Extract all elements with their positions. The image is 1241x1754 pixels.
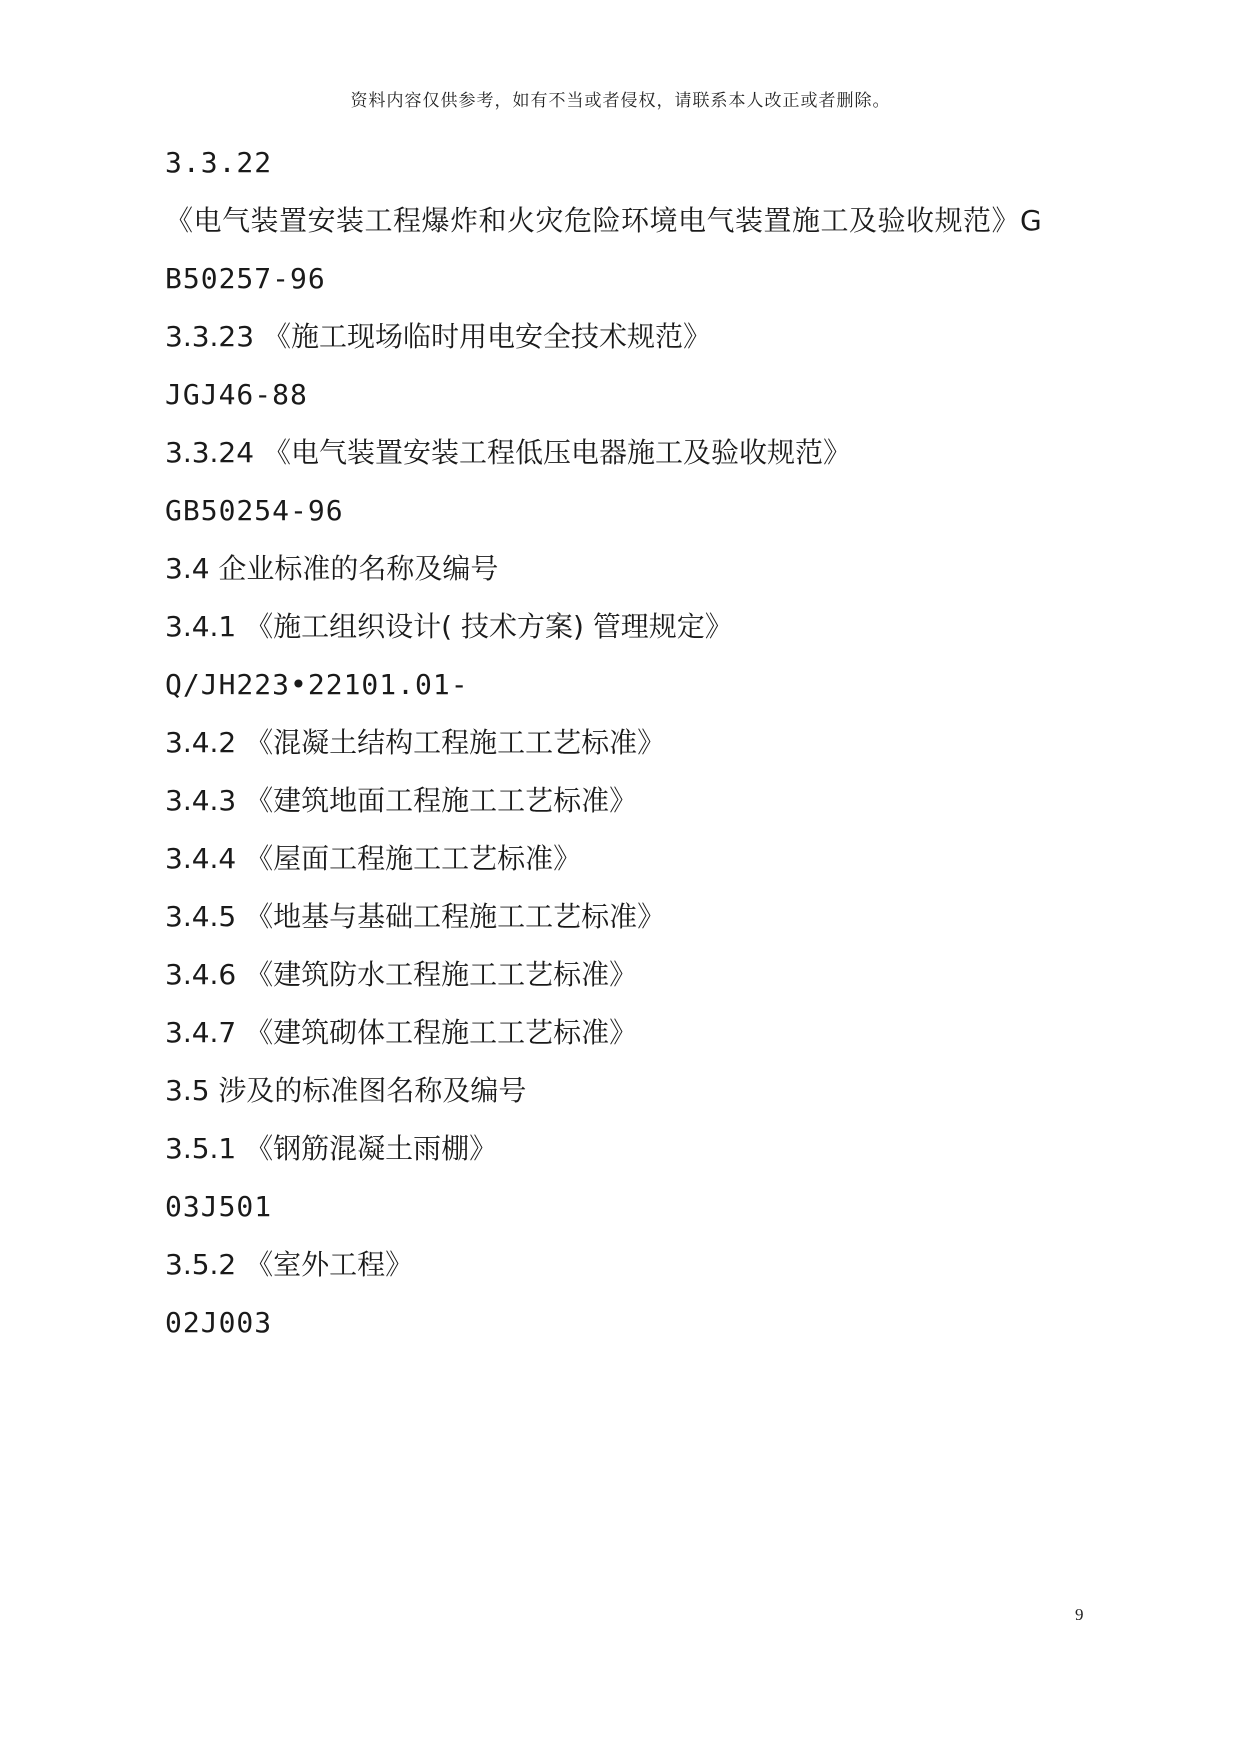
section-3-4-heading: 3.4 企业标准的名称及编号 xyxy=(165,552,499,585)
clause-3-3-23: 3.3.23 《施工现场临时用电安全技术规范》 xyxy=(165,320,711,353)
clause-3-4-3: 3.4.3 《建筑地面工程施工工艺标准》 xyxy=(165,784,638,817)
clause-3-3-22-number: 3.3.22 xyxy=(165,146,273,179)
clause-3-4-1: 3.4.1 《施工组织设计( 技术方案) 管理规定》 xyxy=(165,610,733,643)
clause-3-4-7: 3.4.7 《建筑砌体工程施工工艺标准》 xyxy=(165,1016,638,1049)
section-3-5-heading: 3.5 涉及的标准图名称及编号 xyxy=(165,1074,527,1107)
clause-3-3-23-code: JGJ46-88 xyxy=(165,378,308,411)
clause-3-5-2: 3.5.2 《室外工程》 xyxy=(165,1248,414,1281)
header-disclaimer: 资料内容仅供参考，如有不当或者侵权，请联系本人改正或者删除。 xyxy=(350,91,891,111)
clause-3-5-2-code: 02J003 xyxy=(165,1306,273,1339)
clause-3-4-1-code: Q/JH223•22101.01- xyxy=(165,668,469,701)
page-number: 9 xyxy=(1075,1605,1084,1624)
clause-3-3-22-code: B50257-96 xyxy=(165,262,326,295)
clause-3-5-1-code: 03J501 xyxy=(165,1190,273,1223)
clause-3-4-6: 3.4.6 《建筑防水工程施工工艺标准》 xyxy=(165,958,638,991)
clause-3-4-5: 3.4.5 《地基与基础工程施工工艺标准》 xyxy=(165,900,666,933)
clause-3-3-24-code: GB50254-96 xyxy=(165,494,344,527)
clause-3-4-2: 3.4.2 《混凝土结构工程施工工艺标准》 xyxy=(165,726,666,759)
clause-3-4-4: 3.4.4 《屋面工程施工工艺标准》 xyxy=(165,842,582,875)
clause-3-3-24: 3.3.24 《电气装置安装工程低压电器施工及验收规范》 xyxy=(165,436,851,469)
clause-3-5-1: 3.5.1 《钢筋混凝土雨棚》 xyxy=(165,1132,498,1165)
clause-3-3-22-title: 《电气装置安装工程爆炸和火灾危险环境电气装置施工及验收规范》G xyxy=(165,204,1043,237)
